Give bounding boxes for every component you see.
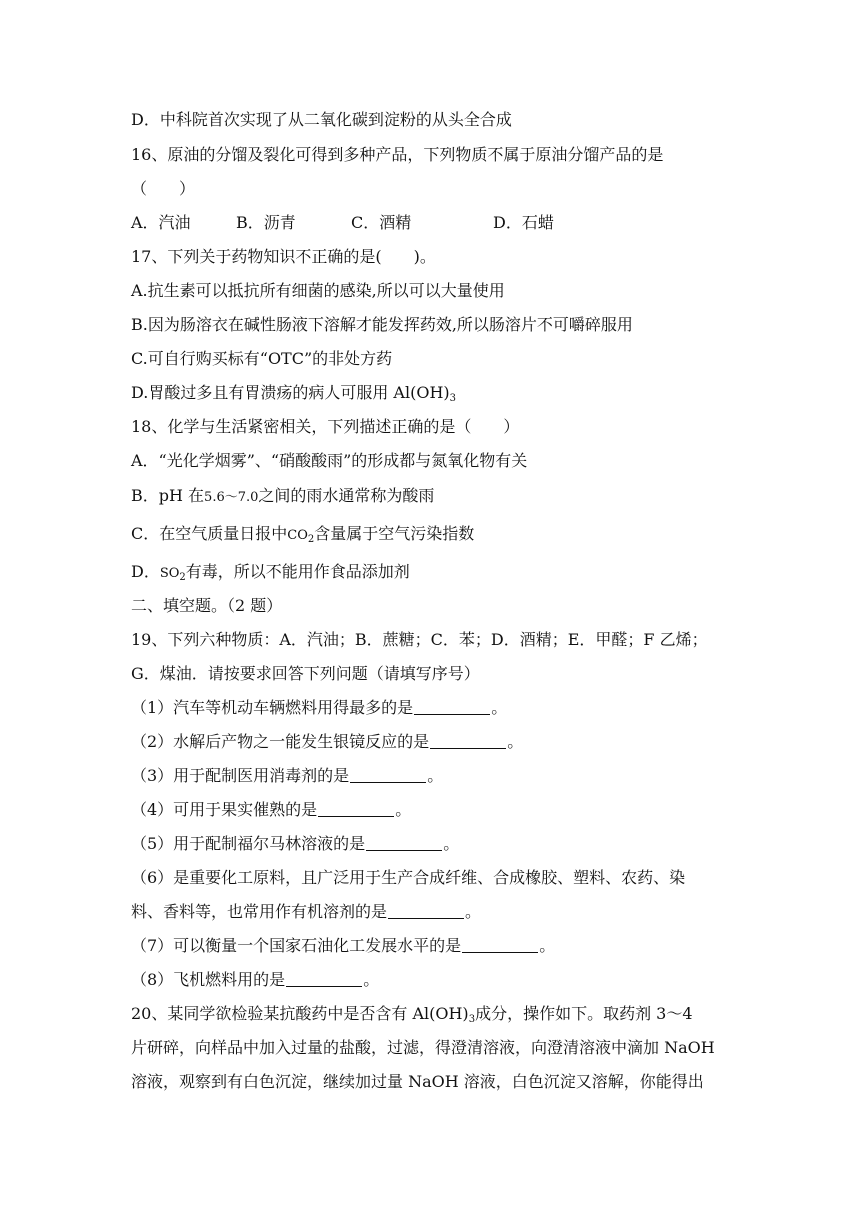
q19-item-2: （2）水解后产物之一能发生银镜反应的是 。 xyxy=(131,732,524,751)
q17-stem: 17、下列关于药物知识不正确的是( )。 xyxy=(131,247,436,266)
q19-item-6-line2: 料、香料等，也常用作有机溶剂的是 。 xyxy=(131,902,482,921)
q17-option-c: C.可自行购买标有“OTC”的非处方药 xyxy=(131,349,393,368)
q20-line1: 20、某同学欲检验某抗酸药中是否含有 $Al(OH)_3$成分，操作如下。取药剂 3～4 xyxy=(131,1004,693,1025)
answer-blank[interactable] xyxy=(430,732,506,749)
q19-item-6-line1: （6）是重要化工原料，且广泛用于生产合成纤维、合成橡胶、塑料、农药、染 xyxy=(131,868,686,887)
q16-answer-paren: （ ） xyxy=(131,179,196,198)
q16-option-a: A．汽油 xyxy=(131,213,191,232)
q19-item-7: （7）可以衡量一个国家石油化工发展水平的是 。 xyxy=(131,936,556,955)
q19-stem-line2: G．煤油．请按要求回答下列问题（请填写序号） xyxy=(131,664,480,683)
answer-blank[interactable] xyxy=(350,766,426,783)
q19-item-3: （3）用于配制医用消毒剂的是 。 xyxy=(131,766,444,785)
q16-option-d: D．石蜡 xyxy=(493,213,554,232)
q18-option-c: C．在空气质量日报中$CO_2$含量属于空气污染指数 xyxy=(131,524,475,545)
answer-blank[interactable] xyxy=(414,698,490,715)
q18-option-d: D．$SO_2$有毒，所以不能用作食品添加剂 xyxy=(131,562,410,583)
q17-option-a: A.抗生素可以抵抗所有细菌的感染,所以可以大量使用 xyxy=(131,281,505,300)
section-title: 二、填空题。（2 题） xyxy=(131,596,283,615)
q17-option-b: B.因为肠溶衣在碱性肠液下溶解才能发挥药效,所以肠溶片不可嚼碎服用 xyxy=(131,315,633,334)
q19-stem-line1: 19、下列六种物质：A．汽油；B．蔗糖；C．苯；D．酒精；E．甲醛；F 乙烯； xyxy=(131,630,708,649)
q19-item-1: （1）汽车等机动车辆燃料用得最多的是 。 xyxy=(131,698,508,717)
q19-item-4: （4）可用于果实催熟的是 。 xyxy=(131,800,412,819)
q18-option-b: B．pH 在5.6～7.0之间的雨水通常称为酸雨 xyxy=(131,486,435,505)
q20-line2: 片研碎，向样品中加入过量的盐酸，过滤，得澄清溶液，向澄清溶液中滴加 NaOH xyxy=(131,1038,715,1057)
answer-blank[interactable] xyxy=(462,936,538,953)
q18-stem: 18、化学与生活紧密相关，下列描述正确的是（ ） xyxy=(131,417,520,436)
q15-option-d: D．中科院首次实现了从二氧化碳到淀粉的从头全合成 xyxy=(131,110,512,129)
q20-line3: 溶液，观察到有白色沉淀，继续加过量 NaOH 溶液，白色沉淀又溶解，你能得出 xyxy=(131,1072,704,1091)
q16-option-b: B．沥青 xyxy=(236,213,296,232)
q16-stem: 16、原油的分馏及裂化可得到多种产品，下列物质不属于原油分馏产品的是 xyxy=(131,145,664,164)
answer-blank[interactable] xyxy=(318,800,394,817)
q17-option-d: D.胃酸过多且有胃溃疡的病人可服用 $Al(OH)_3$ xyxy=(131,383,457,404)
q16-options xyxy=(131,211,731,235)
answer-blank[interactable] xyxy=(286,970,362,987)
q19-item-5: （5）用于配制福尔马林溶液的是 。 xyxy=(131,834,460,853)
q18-option-a: A．“光化学烟雾”、“硝酸酸雨”的形成都与氮氧化物有关 xyxy=(131,451,528,470)
q19-item-8: （8）飞机燃料用的是 。 xyxy=(131,970,380,989)
answer-blank[interactable] xyxy=(366,834,442,851)
q16-option-c: C．酒精 xyxy=(351,213,412,232)
answer-blank[interactable] xyxy=(388,902,464,919)
